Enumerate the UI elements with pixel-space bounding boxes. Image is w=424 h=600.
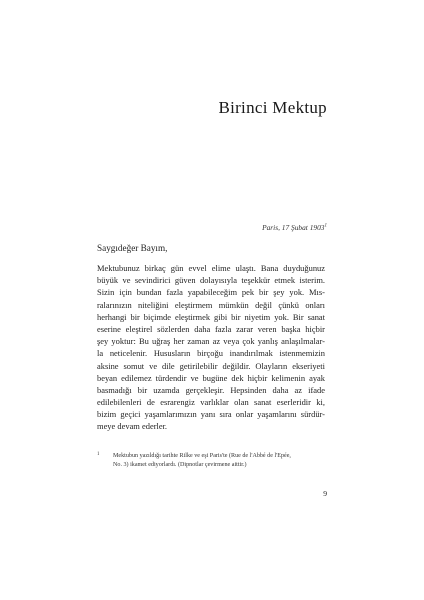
footnote bbox=[97, 452, 325, 469]
body-line: meye devam ederler. bbox=[97, 421, 168, 432]
body-line: eserine eleştirel sözlerden daha fazla zarar veren başka hiçbir bbox=[97, 323, 325, 334]
body-line: la neticelenir. Hususların birçoğu inandırılmak istenmemizin bbox=[97, 348, 325, 359]
letter-body bbox=[97, 262, 325, 433]
body-line: şey yoktur: Bu uğraş her zaman az veya çok yanlış anlaşılmalar- bbox=[97, 336, 325, 347]
salutation: Saygıdeğer Bayım, bbox=[97, 243, 168, 253]
body-line: herhangi bir biçimde eleştirmek gibi bir niyetim yok. Bir sanat bbox=[97, 311, 325, 322]
dateline-text: Paris, 17 Şubat 1903 bbox=[262, 223, 325, 232]
body-line: edilebilenleri de esrarengiz varlıklar olan sanat eserleridir ki, bbox=[97, 397, 325, 408]
body-line: bizim geçici yaşamlarımızın yanı sıra onlar yaşamlarını sürdür- bbox=[97, 409, 325, 420]
body-line: büyük ve sevindirici güven dolayısıyla teşekkür etmek isterim. bbox=[97, 275, 325, 286]
body-line: Sizin için bundan fazla yapabileceğim pek bir şey yok. Mıs- bbox=[97, 287, 325, 298]
page-number: 9 bbox=[323, 489, 327, 498]
body-line: Mektubunuz birkaç gün evvel elime ulaştı. Bana duyduğunuz bbox=[97, 263, 325, 273]
body-line: basmadığı bir uzamda gerçekleşir. Hepsinden daha az ifade bbox=[97, 384, 325, 395]
footnote-line: No. 3) ikamet ediyorlardı. (Dipnotlar çevirmene aittir.) bbox=[113, 461, 247, 468]
body-line: aksine somut ve dile getirilebilir değildir. Olayların ekseriyeti bbox=[97, 360, 325, 371]
dateline bbox=[262, 223, 327, 232]
footnote-number: 1 bbox=[97, 452, 100, 457]
footnote-text bbox=[113, 452, 325, 469]
footnote-line: Mektubun yazıldığı tarihte Rilke ve eşi Paris'te (Rue de l'Abbé de l'Epée, bbox=[113, 453, 291, 459]
body-line: beyan edilemez türdendir ve bugüne dek hiçbir kelimenin ayak bbox=[97, 372, 325, 383]
body-line: ralarınızın niteliğini eleştirmem mümkün değil çünkü onları bbox=[97, 299, 325, 310]
dateline-footnote-mark: 1 bbox=[324, 223, 327, 229]
chapter-title: Birinci Mektup bbox=[218, 98, 327, 117]
